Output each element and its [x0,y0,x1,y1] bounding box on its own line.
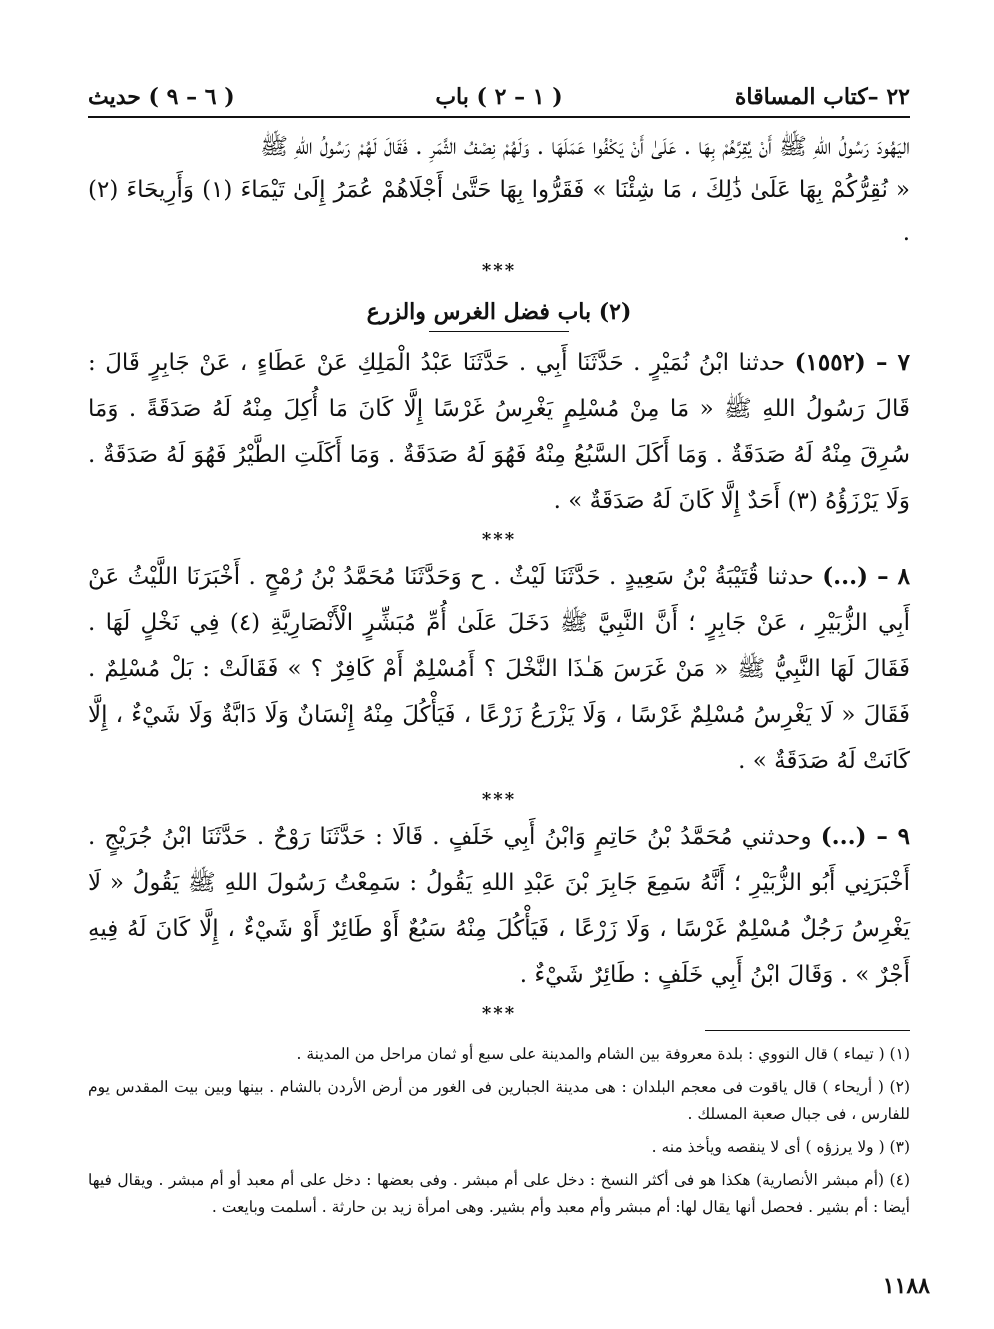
chapter-title: (٢) باب فضل الغرس والزرع [366,299,632,325]
header-book-title: ٢٢ –كتاب المساقاة [734,84,910,110]
hadith-paragraph [88,340,910,524]
footnote: (٣) ( ولا يرزؤه ) أى لا ينقصه ويأخذ منه . [651,1138,910,1156]
hadith-paragraph [88,554,910,784]
chapter-underline [429,331,569,332]
section-separator: *** [481,529,517,550]
hadith-text: حدثنا ابْنُ نُمَيْرٍ . حَدَّثَنَا أَبِي . حَدَّثَنَا عَبْدُ الْمَلِكِ عَنْ عَطَاءٍ ، عَنْ جَابِرٍ قَالَ : قَالَ رَسُولُ اللهِ ﷺ « مَا مِنْ مُسْلِمٍ يَغْرِسُ غَرْسًا إِلَّا كَانَ مَا أُكِلَ مِنْهُ لَهُ صَدَقَةً . وَمَا سُرِقَ مِنْهُ لَهُ صَدَقَةٌ . وَمَا أَكَلَ السَّبُعُ مِنْهُ فَهُوَ لَهُ صَدَقَةٌ . وَمَا أَكَلَتِ الطَّيْرُ فَهُوَ لَهُ صَدَقَةٌ . وَلَا يَرْزَؤُهُ (٣) أَحَدٌ إِلَّا كَانَ لَهُ صَدَقَةٌ » . [88,350,910,514]
footnote: (٢) ( أريحاء ) قال ياقوت فى معجم البلدان : هى مدينة الجبارين فى الغور من أرض الأردن بالشام . بينها وبين بيت المقدس يوم للفارس ، فى جبال صعبة المسلك . [88,1078,910,1123]
hadith-number: ٩ – (...) [820,823,910,850]
hadith-number: ٧ – (١٥٥٢) [794,349,910,376]
hadith-text: حدثنا قُتَيْبَةُ بْنُ سَعِيدٍ . حَدَّثَنَا لَيْثٌ . ح وَحَدَّثَنَا مُحَمَّدُ بْنُ رُمْحٍ . أَخْبَرَنَا اللَّيْثُ عَنْ أَبِي الزُّبَيْرِ ، عَنْ جَابِرٍ ؛ أَنَّ النَّبِيَّ ﷺ دَخَلَ عَلَىٰ أُمِّ مُبَشِّرٍ الْأَنْصَارِيَّةِ (٤) فِي نَخْلٍ لَهَا . فَقَالَ لَهَا النَّبِيُّ ﷺ « مَنْ غَرَسَ هَـٰذَا النَّخْلَ ؟ أَمُسْلِمٌ أَمْ كَافِرٌ ؟ » فَقَالَتْ : بَلْ مُسْلِمٌ . فَقَالَ « لَا يَغْرِسُ مُسْلِمٌ غَرْسًا ، وَلَا يَزْرَعُ زَرْعًا ، فَيَأْكُلَ مِنْهُ إِنْسَانٌ وَلَا دَابَّةٌ وَلَا شَيْءٌ ، إِلَّا كَانَتْ لَهُ صَدَقَةٌ » . [88,564,910,774]
header-chapter-ref: ( ١ – ٢ ) باب [435,84,563,110]
footnote-divider [705,1030,910,1031]
header-hadith-ref: ( ٦ – ٩ ) حديث [88,84,235,110]
page [88,70,910,1310]
hadith-number: ٨ – (...) [822,563,910,590]
footnotes [88,1041,910,1221]
page-number: ١١٨٨ [882,1273,930,1299]
footnote: (١) ( تيماء ) قال النووي : بلدة معروفة بين الشام والمدينة على سبع أو ثمان مراحل من المدينة . [296,1045,910,1063]
intro-line: « نُقِرُّكُمْ بِهَا عَلَىٰ ذَٰلِكَ ، مَا شِئْنَا » فَقَرُّوا بِهَا حَتَّىٰ أَجْلَاهُمْ عُمَرُ إِلَىٰ تَيْمَاءَ (١) وَأَرِيحَاءَ (٢) . [88,177,910,246]
running-header [88,70,910,118]
section-separator: *** [481,1003,517,1024]
intro-line: اليَهُودَ رَسُولُ اللهِ ﷺ أَنْ يُقِرَّهُمْ بِهَا . عَلَىٰ أَنْ يَكْفُوا عَمَلَهَا . وَلَهُمْ نِصْفُ الثَّمَرِ . فَقَالَ لَهُمْ رَسُولُ اللهِ ﷺ [260,134,910,160]
section-separator: *** [481,789,517,810]
footnote: (٤) (أم مبشر الأنصارية) هكذا هو فى أكثر النسخ : دخل على أم مبشر . وفى بعضها : دخل على أم معبد أو أم مبشر . ويقال فيها أيضا : أم بشير . فحصل أنها يقال لها: أم مبشر وأم معبد وأم بشير. وهى امرأة زيد بن حارثة . أسلمت وبايعت . [88,1171,910,1216]
hadith-text: وحدثني مُحَمَّدُ بْنُ حَاتِمٍ وَابْنُ أَبِي خَلَفٍ . قَالَا : حَدَّثَنَا رَوْحٌ . حَدَّثَنَا ابْنُ جُرَيْجٍ . أَخْبَرَنِي أَبُو الزُّبَيْرِ ؛ أَنَّهُ سَمِعَ جَابِرَ بْنَ عَبْدِ اللهِ يَقُولُ : سَمِعْتُ رَسُولَ اللهِ ﷺ يَقُولُ « لَا يَغْرِسُ رَجُلٌ مُسْلِمٌ غَرْسًا ، وَلَا زَرْعًا ، فَيَأْكُلَ مِنْهُ سَبُعٌ أَوْ طَائِرٌ أَوْ شَيْءٌ ، إِلَّا كَانَ لَهُ فِيهِ أَجْرٌ » . وَقَالَ ابْنُ أَبِي خَلَفٍ : طَائِرٌ شَيْءٌ . [88,824,910,988]
section-separator: *** [481,260,517,281]
hadith-paragraph [88,814,910,998]
